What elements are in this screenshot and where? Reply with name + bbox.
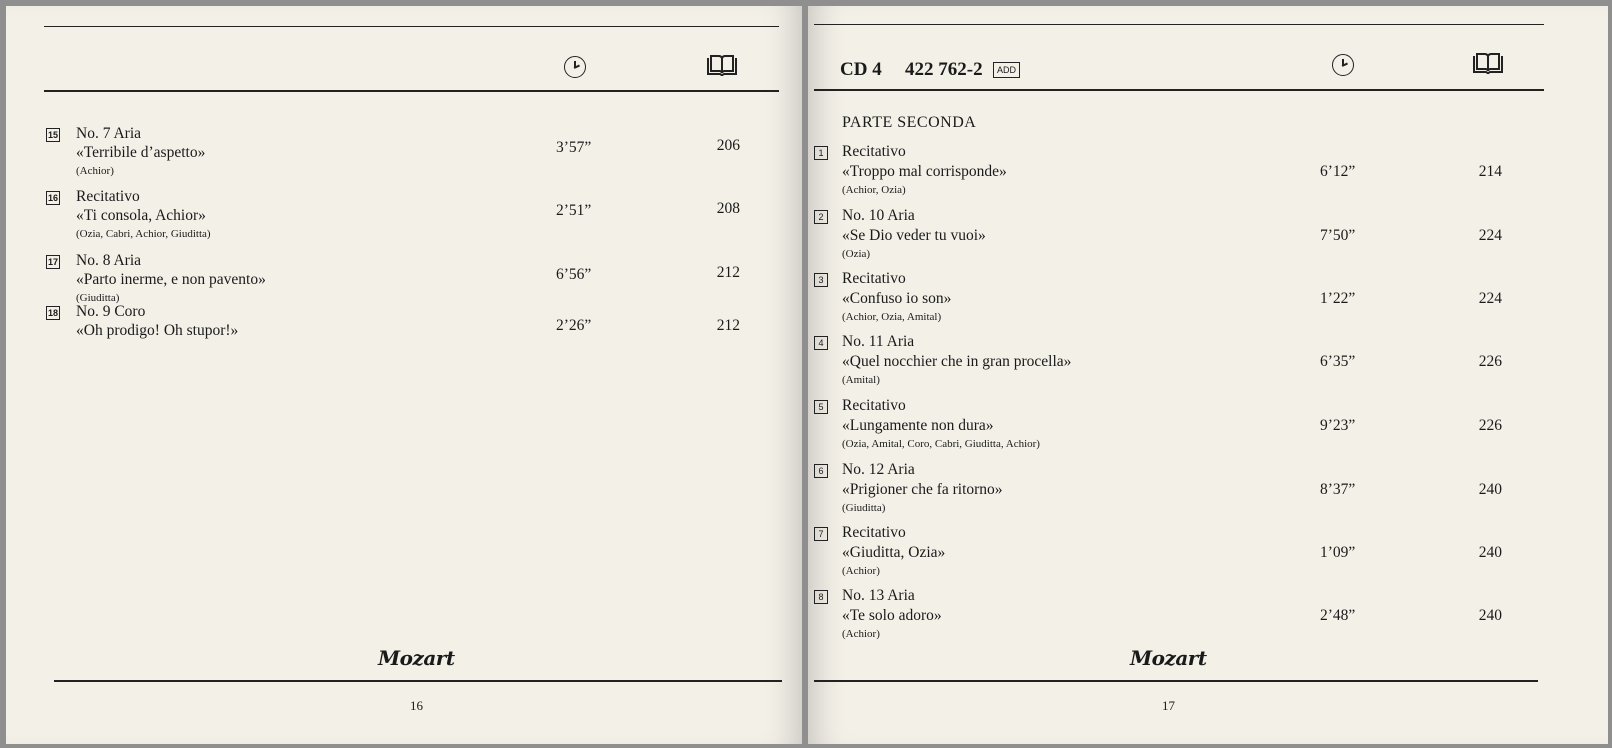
track-page: 240 [1478,607,1502,624]
track-title: No. 7 Aria [76,125,142,142]
track-subtitle: «Troppo mal corrisponde» [842,163,1007,180]
track-page: 224 [1478,290,1502,307]
track-duration: 1’22” [1320,290,1356,307]
track-number: 18 [47,308,58,318]
track-number: 16 [47,193,58,203]
open-book-icon [1472,52,1504,76]
track-number: 8 [814,590,828,604]
track-number: 2 [814,210,828,224]
track-singers: (Giuditta) [76,292,120,304]
track-singers: (Ozia, Cabri, Achior, Giuditta) [76,228,211,240]
track-title: No. 12 Aria [842,461,915,478]
track-title: Recitativo [842,143,906,160]
track-duration: 6’12” [1320,163,1356,180]
track-title: Recitativo [76,188,140,205]
track-singers: (Ozia) [842,248,871,260]
cd-label: CD 4 [840,59,882,80]
track-title: No. 10 Aria [842,207,915,224]
track-subtitle: «Ti consola, Achior» [76,207,206,224]
section-title: PARTE SECONDA [842,114,977,131]
header-rule [44,90,779,92]
track-title: No. 13 Aria [842,587,915,604]
track-singers: (Amital) [842,374,880,386]
track-page: 226 [1478,353,1502,370]
track-row[interactable] [6,299,802,349]
track-page: 240 [1478,481,1502,498]
track-duration: 7’50” [1320,227,1356,244]
show-through-text [76,66,81,89]
track-row[interactable] [6,245,802,303]
track-title: No. 11 Aria [842,333,915,350]
mozart-signature: Mozart [1130,646,1207,670]
track-subtitle: «Te solo adoro» [842,607,942,624]
track-row[interactable] [6,118,802,176]
track-subtitle: «Lungamente non dura» [842,417,994,434]
track-duration: 3’57” [556,139,592,156]
page-number: 16 [410,698,423,713]
header-rule [814,89,1544,91]
right-page [808,6,1608,744]
clock-icon [1332,54,1354,76]
track-duration: 8’37” [1320,481,1356,498]
open-book-icon [706,54,738,78]
track-page: 212 [716,317,740,334]
track-row[interactable] [808,326,1608,386]
track-subtitle: «Giuditta, Ozia» [842,544,946,561]
track-page: 226 [1478,417,1502,434]
clock-icon [564,56,586,78]
track-singers: (Achior, Ozia, Amital) [842,311,942,323]
track-duration: 1’09” [1320,544,1356,561]
footer-rule [54,680,782,682]
track-singers: (Giuditta) [842,502,886,514]
track-duration: 9’23” [1320,417,1356,434]
track-page: 224 [1478,227,1502,244]
footer-rule [814,680,1538,682]
track-duration: 2’26” [556,317,592,334]
track-row[interactable] [808,263,1608,323]
track-duration: 2’51” [556,202,592,219]
track-duration: 6’56” [556,266,592,283]
track-row[interactable] [808,200,1608,260]
track-page: 240 [1478,544,1502,561]
track-page: 214 [1478,163,1502,180]
top-rule [44,26,779,27]
track-row[interactable] [808,580,1608,640]
track-singers: (Achior) [842,628,880,640]
track-title: Recitativo [842,397,906,414]
track-row[interactable] [808,454,1608,514]
top-rule [814,24,1544,25]
track-singers: (Ozia, Amital, Coro, Cabri, Giuditta, Achior) [842,438,1040,450]
track-subtitle: «Terribile d’aspetto» [76,144,206,161]
track-number: 7 [814,527,828,541]
track-number: 6 [814,464,828,478]
mozart-signature: Mozart [378,646,455,670]
track-subtitle: «Parto inerme, e non pavento» [76,271,266,288]
track-subtitle: «Oh prodigo! Oh stupor!» [76,322,239,339]
track-number: 17 [47,257,58,267]
track-singers: (Achior) [76,165,114,177]
track-subtitle: «Quel nocchier che in gran procella» [842,353,1072,370]
left-page [6,6,802,744]
track-row[interactable] [808,136,1608,196]
track-title: Recitativo [842,270,906,287]
track-number: 3 [814,273,828,287]
track-row[interactable] [808,390,1608,450]
track-subtitle: «Prigioner che fa ritorno» [842,481,1003,498]
track-page: 212 [716,264,740,281]
track-title: No. 8 Aria [76,252,142,269]
track-number: 15 [47,130,58,140]
track-title: Recitativo [842,524,906,541]
track-title: No. 9 Coro [76,303,146,320]
track-row[interactable] [6,181,802,239]
track-singers: (Achior) [842,565,880,577]
track-duration: 6’35” [1320,353,1356,370]
track-subtitle: «Se Dio veder tu vuoi» [842,227,986,244]
track-duration: 2’48” [1320,607,1356,624]
track-row[interactable] [808,517,1608,577]
catalog-number: 422 762-2 [905,59,983,80]
track-page: 206 [716,137,740,154]
track-number: 4 [814,336,828,350]
track-number: 1 [814,146,828,160]
track-number: 5 [814,400,828,414]
add-badge: ADD [993,62,1020,78]
track-singers: (Achior, Ozia) [842,184,906,196]
page-number: 17 [1162,698,1175,713]
track-page: 208 [716,200,740,217]
track-subtitle: «Confuso io son» [842,290,952,307]
